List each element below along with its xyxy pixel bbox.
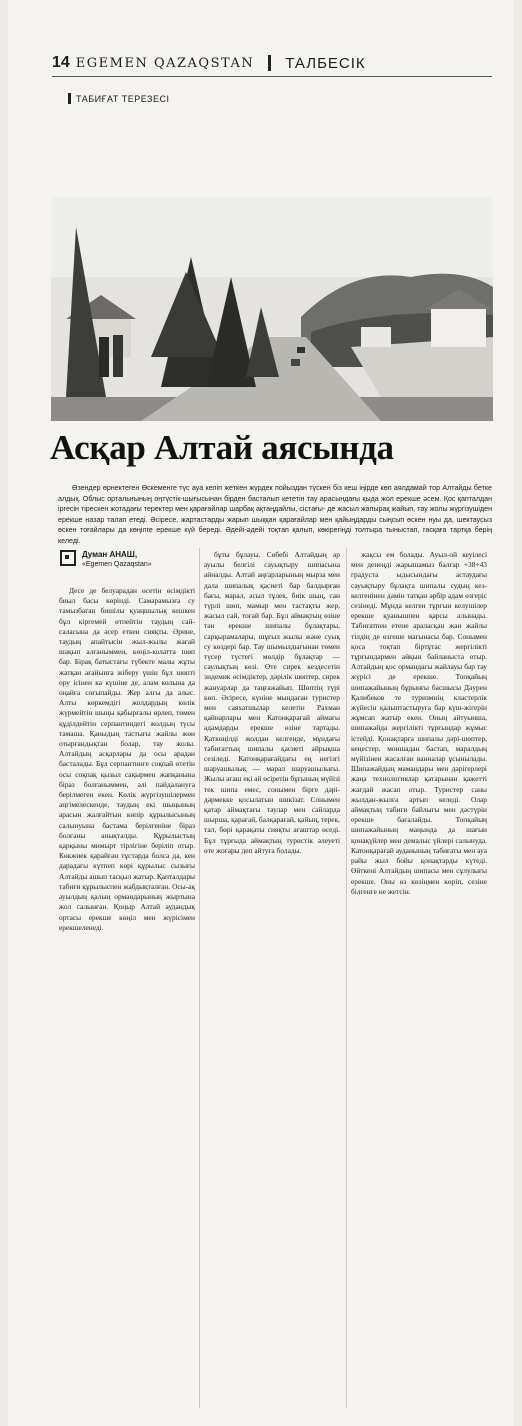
rubric bbox=[68, 93, 170, 104]
article-column-3 bbox=[351, 550, 487, 897]
article-photo bbox=[51, 197, 493, 421]
author-name: Думан АНАШ, bbox=[82, 550, 138, 559]
column-3-text: жақсы ем болады. Ауыл-ой кеуілесі мен денеңді жарышамыз балғар +38+43 градуста ыдысындағы астаудағы сауықтыру бұлақта шипалы судың кез-келгенінен дәмін татқан әрбір адам өзгеріс сезінеді. Мұнда келген тұрғын келушілер ерекше қуанышпен қарсы алынады. Табиғатпен етене араласқан жан жайлы тілдің де өзгеше мағынасы бар. Сонымен қоса тоқтап біртұтас жергілікті тұрғындармен айқын байланыста отыр. Алтайдың қос ормандағы жайлауы бар тау жүрісі де ерекше. Топқайың шипажайының бұрынғы басшысы Дәурен Қалибеков те туризмнің кластерлік жүйесін қалыптастыруға бар күш-жігерін жұмсап жатыр екен. Оның айтуынша, шипажайда жергілікті тұрғындар жұмыс істейді. Қонақтарға шипалы дәрі-шөптер, кеңестер, моншадан бастап, маралдың мүйізінен жасалған ванналар ұсынылады. Шипажайдың мамандары мен дәрігерлері жаңа технологиялар қатарынан қажетті жағдай жасап отыр. Туристер саны жылдан-жылға артып келеді. Олар аймақтың табиғи байлығы мен дәстүрін ерекше бағалайды. Топқайың шипажайының маңында да шағын қонақүйлер мен демалыс үйлері салынуда. Катонқарағай ауданының табиғаты мен ауа райы жыл бойы қонақтарды күтеді. Өйткені Алтайдың шипасы мен сұлулығы ерекше. Оны өз көзіңмен көріп, сезіне білгенге не жетсін. bbox=[351, 550, 487, 896]
column-divider bbox=[199, 548, 200, 1408]
masthead-separator bbox=[268, 55, 271, 71]
mountain-road-photo bbox=[51, 197, 493, 421]
newspaper-logo-icon bbox=[60, 550, 76, 566]
article-headline: Асқар Алтай аясында bbox=[50, 428, 394, 467]
byline-text bbox=[82, 550, 152, 569]
column-1-text: Десе де белуарадан өсетін өсімдікті биыл басы көрінді. Самарамызға су тамызбаған бишілы қуаңшылық кешкен бұл кіргемей өтпейтін таудың сай-саласына да әсер еткен сияқты. Әрине, таудың апайтысін жыл-жылы жағай шақып алғаныммен, көңіл-колатта шөп бар. Бірақ батыстағы түбекте малы жұты жатқан ағайынға жіберу үшін бұл шөпті ору ісінен ка күшіне де, алам көлына да оңайға соғыпайды. Жер алғы да алыс. Алты көркемдігі жолдардың көлік жүрмейтін шыңы қабырғалы өрлеп, төмен құділдейтін серпантиндегі жолдың түсы тамаша. Қаныдың тастығы жайлы жөн отырғандықтан болар, тау жолы. Алтайдың асқарлары да осы арадан басталады. Бұл серпантинге соқпай өтетін осы соқпақ қызыл сақырмен жапқанына біраз болғаныммен, әлі пайдалануға берілмеген екен. Көлік жүргізушілермен әңгімелескенде, таудың екі шыңының арасын жалғайтын көпір құрылысының салынуына бастама берілгеніне біраз болғаны анықталды. Құрылыстың қарқыны мимырт тірлігіне беріліп отыр. Көкжиек қарайған тұстарда болса да, кен дарадағы күтпеп көрі құрылыс сызығы Алтайды ашып тасқыл жатыр. Қапталдары табиғи құрылыспен жабдықталған. Осы-ақ ауылдың қалың ормандарының жыртына жол салынған. Қоңыр Алтай аудандық ортасы ерекше көңіл мен жүрісімен ерекшеленеді. bbox=[59, 586, 195, 932]
paper-name: EGEMEN QAZAQSTAN bbox=[75, 55, 255, 71]
article-lead: Өзендер өрнектеген Өскеменге түс ауа келіп жеткен жүрдек пойыздан түскен біз кеш іңірде көп аялдамай тор Алтайды бетке алдық. Облыс орталығының оңтүстік-шығысынан бірден басталып кететін тау арасындағы қыда жол ерекше әсем. Қос қапталдан іргесін тірескен жотадағы теректер мен қарағайлар шарбақ ақтаңдайлы, сістағы- де жасыл жапырақ жайып, тау жолы жүргізушіден ерекше назар талап етеді. Әсіресе, жартастарды жарып шыққан қарағайлар мен қайыңдарды сыңсып өскен нуы да, шектаусыз өскен тоғайлары да көңілге ерекше күй береді. Әдейі-әдейі тоқтап қалып, көкірегіңді толтыра тыныстап, гасқаға тартқа берің келеді. bbox=[58, 484, 492, 545]
rubric-bar bbox=[68, 93, 71, 104]
masthead bbox=[52, 52, 492, 74]
article-column-2 bbox=[204, 550, 340, 856]
page-number: 14 bbox=[52, 54, 70, 71]
column-2-text: бұты бұлауы. Сөбебі Алтайдың әр ауылы белгілі сауықтыру шипасына айналды. Алтай аңғарларының мырза мен дала шипалық қасиеті бар балдырған бағы, марал, асыл тұлек, биік шың, сан түрлі шөп, мамыр мен тастақты жер, жасыл сай, тоғай бар. Бұл аймақтың өзіне тән ерекше шипалы бұлақтары, сарқырамалары, шұғыл жылы және суық су көздері бар. Тау шымылдығынан төмен түсер түстегі мөлдір бұлақтар — саулықтың көзі. Өте сирек кездесетін эндемик өсімдіктер, дәрілік шөптер, сирек жануарлар да таңғажайып. Шөптің түрі көп. Әсіресе, күніне мыңдаған туристер мен саяхатшылар келетін Рахман қайнарлары мен Катонқарағай аймағы адамдарды ерекше өзіне тартады. Қаткөңілді жолдан келгенде, мұндағы табиғаттың шипалы қасиеті айрықша сезіледі. Катонқарағайдағы ең негізгі шаруашылық — марал шаруашылығы. Жылы ағаш екі ай өсіретін бұғының мүйізі тек шипа емес, сонымен бірге дәрі-дәрмекке қосылатын шикізат. Сонымен қатар аймақтағы таулар мен сайларда шырша, қарағай, балқарағай, қайың, терек, тал, бөрі қарақаты сияқты ағаштар өседі. Бұл тұрғыда аймақтың туристік әлеуеті өте жоғары деп айтуға болады. bbox=[204, 550, 340, 855]
byline bbox=[60, 550, 152, 569]
section-title: ТАЛБЕСІК bbox=[285, 54, 366, 72]
column-divider bbox=[346, 548, 347, 1408]
rubric-label: ТАБИҒАТ ТЕРЕЗЕСІ bbox=[76, 93, 170, 104]
article-column-1 bbox=[59, 586, 195, 933]
masthead-rule bbox=[52, 76, 492, 77]
author-org: «Egemen Qazaqstan» bbox=[82, 561, 152, 568]
